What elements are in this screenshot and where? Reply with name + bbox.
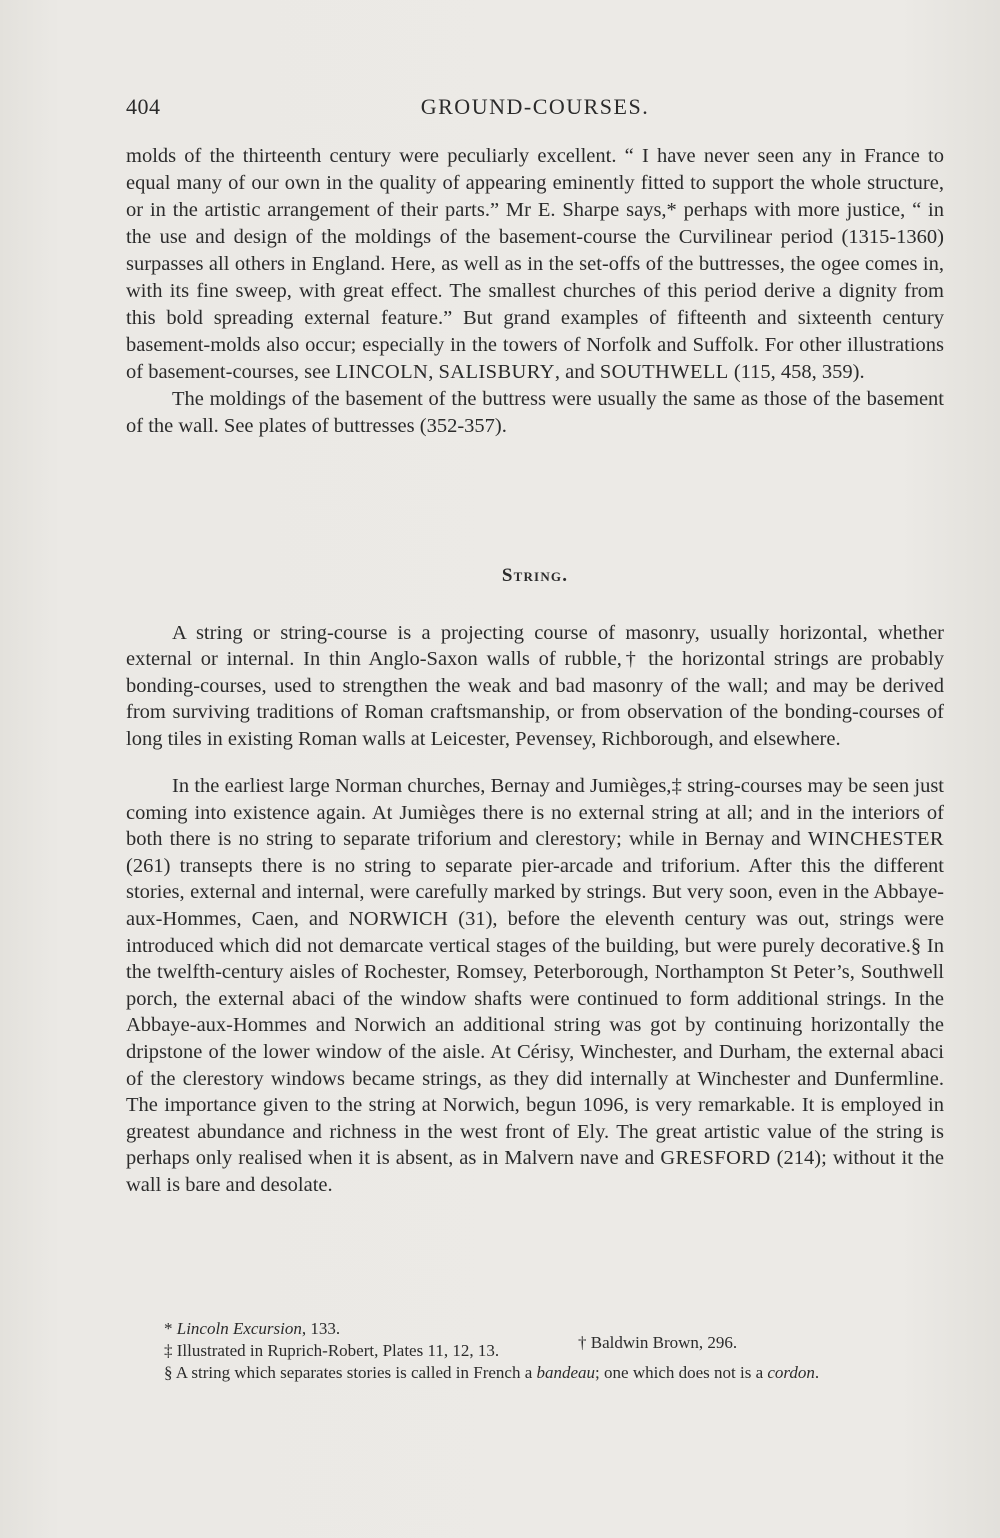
text-span: , bbox=[428, 361, 439, 383]
footnote-3: ‡ Illustrated in Ruprich-Robert, Plates 11, 12, 13. bbox=[164, 1341, 500, 1360]
cross-reference: SALISBURY bbox=[438, 361, 555, 383]
basement-section bbox=[126, 143, 944, 440]
footnotes bbox=[126, 1318, 944, 1384]
page-header bbox=[126, 94, 944, 128]
paragraph-basement-molds bbox=[126, 143, 944, 386]
cross-reference: SOUTHWELL bbox=[599, 361, 729, 383]
text-span: * bbox=[164, 1319, 177, 1338]
paragraph-norman-strings bbox=[126, 773, 944, 1199]
paragraph-buttress-moldings: The moldings of the basement of the buttress were usually the same as those of the basement of the wall. See plates of buttresses (352-357). bbox=[126, 388, 944, 437]
text-span: cordon bbox=[767, 1363, 815, 1382]
footnote-4 bbox=[126, 1362, 944, 1384]
cross-reference: NORWICH bbox=[348, 907, 449, 930]
text-span: ; one which does not is a bbox=[595, 1363, 768, 1382]
text-span: , and bbox=[554, 361, 600, 383]
text-span: molds of the thirteenth century were peculiarly excellent. “ I have never seen any in France to equal many of our own in the quality of appearing eminently fitted to support the whole structure, or in the artistic arrangement of their parts.” Mr E. Sharpe says,* perhaps with more justice, “ in the use and design of the moldings of the basement-course the Curvilinear period (1315-1360) surpasses all others in England. Here, as well as in the set-offs of the buttresses, the ogee comes in, with its fine sweep, with great effect. The smallest churches of this period derive a dignity from this bold spreading external feature.” But grand examples of fifteenth and sixteenth century basement-molds also occur; especially in the towers of Norfolk and Suffolk. For other illustrations of basement-courses, see bbox=[126, 145, 944, 383]
text-span: (214); without it the wall is bare and desolate. bbox=[126, 1147, 944, 1196]
text-span: (261) transepts there is no string to separate pier-arcade and triforium. After this the different stories, external and internal, were carefully marked by strings. But very soon, even in the Abbaye-aux-Hommes, Caen, and bbox=[126, 854, 944, 930]
string-section-heading bbox=[126, 565, 944, 587]
cross-reference: GRESFORD bbox=[660, 1147, 771, 1170]
text-span: Lincoln Excursion bbox=[176, 1319, 302, 1338]
paragraph-string-definition: A string or string-course is a projecting course of masonry, usually horizontal, whether external or internal. In thin Anglo-Saxon walls of rubble,† the horizontal strings are probably bonding-courses, used to strengthen the weak and bad masonry of the wall; and may be derived from surviving traditions of Roman craftsmanship, or from observation of the bonding-courses of long tiles in existing Roman walls at Leicester, Pevensey, Richborough, and elsewhere. bbox=[126, 621, 944, 750]
running-head: GROUND-COURSES. bbox=[420, 94, 650, 119]
cross-reference: LINCOLN bbox=[335, 361, 429, 383]
cross-reference: WINCHESTER bbox=[807, 828, 944, 851]
text-span: , 133. bbox=[301, 1319, 341, 1338]
string-section bbox=[126, 599, 944, 1219]
text-span: bandeau bbox=[536, 1363, 596, 1382]
text-span: (31), before the eleventh century was out, strings were introduced which did not demarcate vertical stages of the building, but were purely decorative.§ In the twelfth-century aisles of Rochester, Romsey, Peterborough, Northampton St Peter’s, Southwell porch, the external abaci of the window shafts were continued to form additional strings. In the Abbaye-aux-Hommes and Norwich an additional string was got by continuing horizontally the dripstone of the lower window of the aisle. At Cérisy, Winchester, and Durham, the external abaci of the clerestory windows became strings, as they did internally at Winchester and Dunfermline. The importance given to the string at Norwich, begun 1096, is very remarkable. It is employed in greatest abundance and richness in the west front of Ely. The great artistic value of the string is perhaps only realised when it is absent, as in Malvern nave and bbox=[126, 907, 944, 1170]
footnote-1 bbox=[164, 1318, 340, 1340]
footnote-2: † Baldwin Brown, 296. bbox=[578, 1333, 738, 1352]
text-span: . bbox=[814, 1363, 820, 1382]
section-title: String. bbox=[501, 565, 569, 586]
page-number: 404 bbox=[126, 94, 161, 119]
text-span: § A string which separates stories is called in French a bbox=[164, 1363, 537, 1382]
text-span: (115, 458, 359). bbox=[728, 361, 865, 383]
text-span: In the earliest large Norman churches, Bernay and Jumièges,‡ string-courses may be seen just coming into existence again. At Jumièges there is no external string at all; and in the interiors of both there is no string to separate triforium and clerestory; while in Bernay and bbox=[126, 774, 944, 851]
